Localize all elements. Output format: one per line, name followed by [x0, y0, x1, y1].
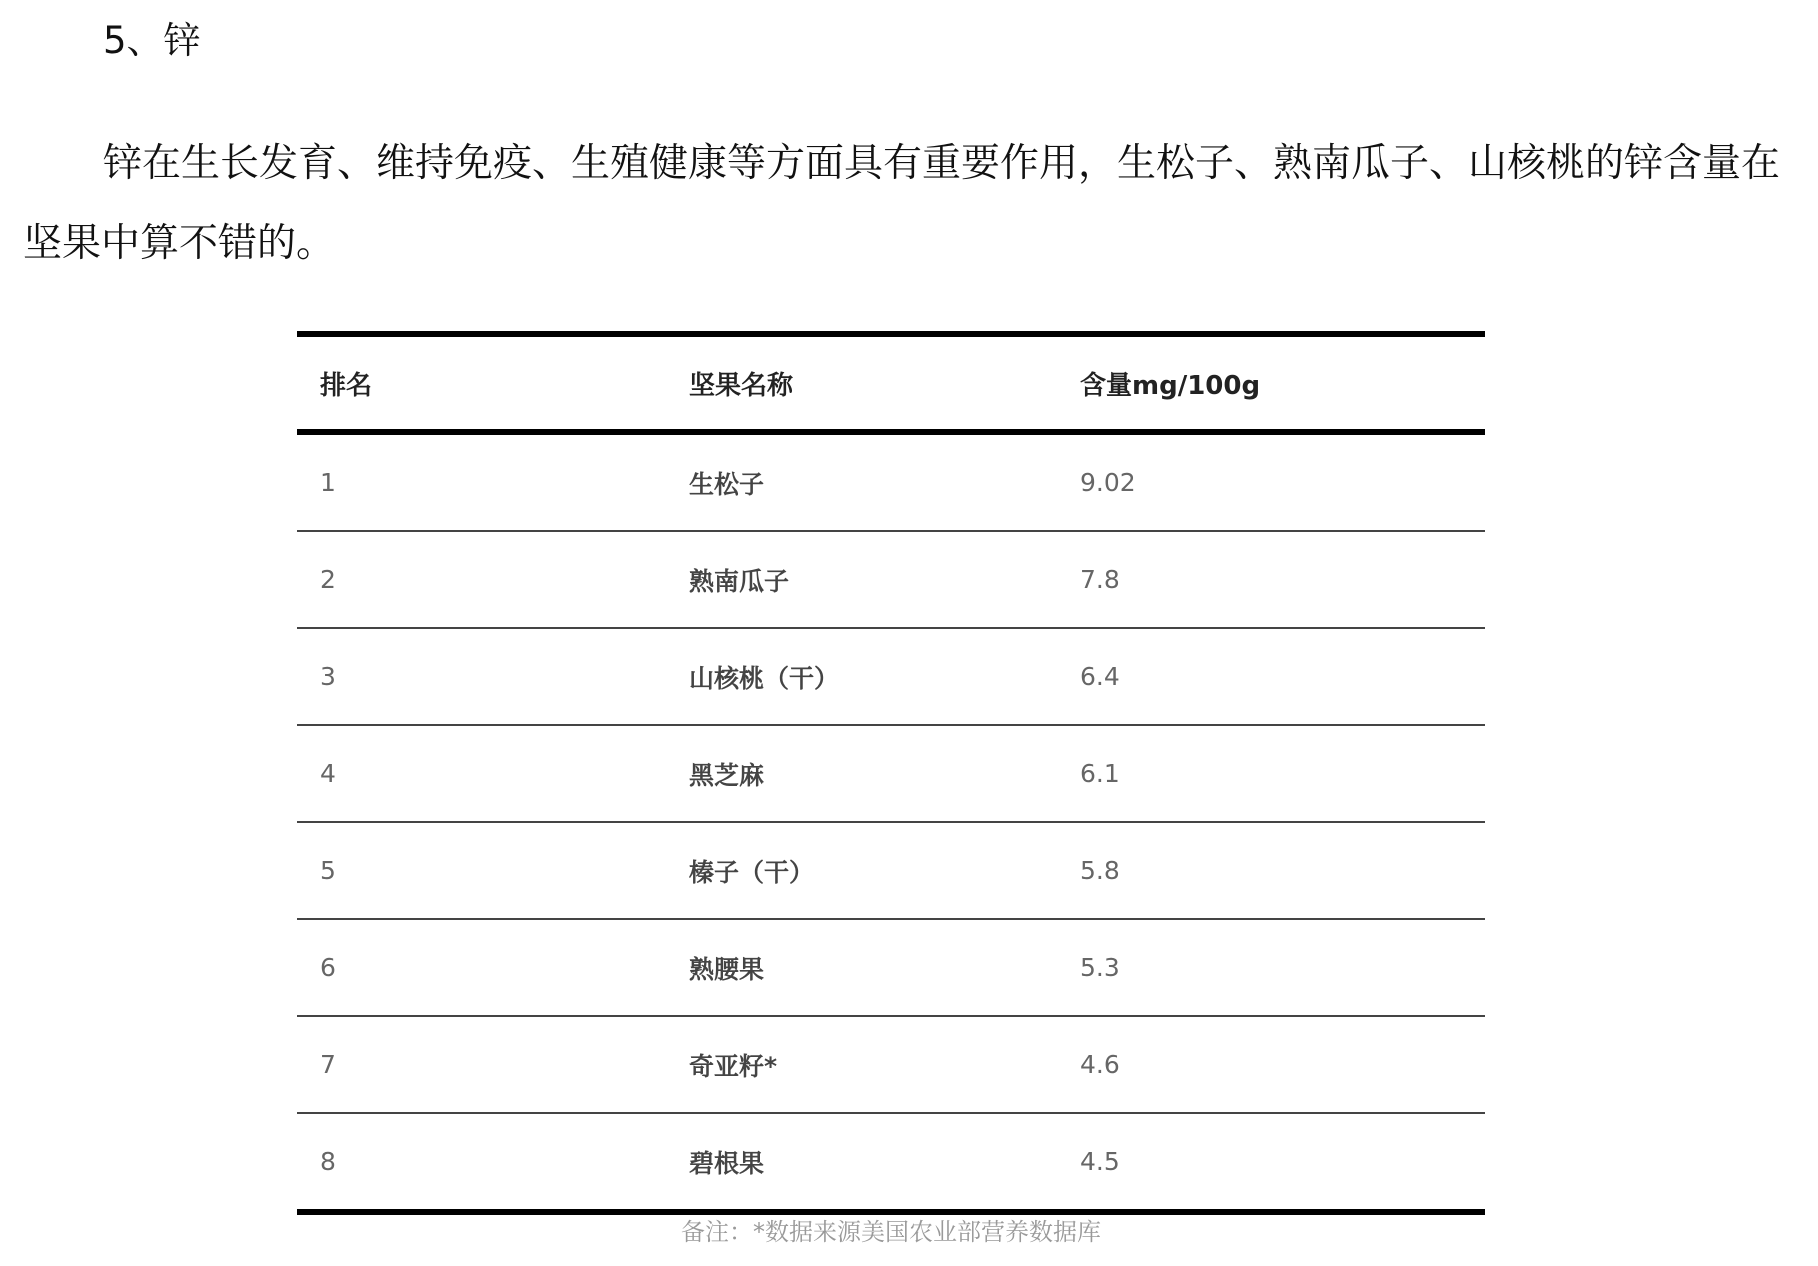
content-cell: 4.5: [1080, 1147, 1120, 1176]
section-heading: 5、锌: [103, 19, 201, 62]
rank-cell: 1: [320, 468, 336, 497]
name-cell: 熟腰果: [689, 954, 765, 984]
table-row: [297, 823, 1485, 920]
rank-cell: 2: [320, 565, 336, 594]
name-cell: 山核桃（干）: [689, 663, 840, 693]
name-cell: 榛子（干）: [689, 857, 815, 887]
content-cell: 6.1: [1080, 759, 1120, 788]
table-row: [297, 1114, 1485, 1209]
header-rank: 排名: [320, 370, 373, 401]
footnote: 备注：*数据来源美国农业部营养数据库: [681, 1218, 1101, 1246]
name-cell: 奇亚籽*: [689, 1051, 778, 1081]
rank-cell: 7: [320, 1050, 336, 1079]
name-cell: 生松子: [689, 469, 765, 499]
table-row: [297, 920, 1485, 1017]
table-header: [297, 337, 1485, 429]
paragraph: 锌在生长发育、维持免疫、生殖健康等方面具有重要作用，生松子、熟南瓜子、山核桃的锌含量在坚果中算不错的。: [23, 141, 1781, 266]
name-cell: 碧根果: [689, 1148, 765, 1178]
rank-cell: 4: [320, 759, 336, 788]
table-row: [297, 532, 1485, 629]
header-content: 含量mg/100g: [1080, 370, 1261, 401]
table-row: [297, 726, 1485, 823]
rank-cell: 3: [320, 662, 336, 691]
content-cell: 5.3: [1080, 953, 1120, 982]
rank-cell: 6: [320, 953, 336, 982]
rank-cell: 5: [320, 856, 336, 885]
content-cell: 5.8: [1080, 856, 1120, 885]
rank-cell: 8: [320, 1147, 336, 1176]
content-cell: 6.4: [1080, 662, 1120, 691]
table-row: [297, 435, 1485, 532]
table-row: [297, 1017, 1485, 1114]
header-name: 坚果名称: [689, 370, 794, 401]
name-cell: 黑芝麻: [689, 760, 765, 790]
table-row: [297, 629, 1485, 726]
zinc-table: [297, 331, 1485, 1215]
content-cell: 4.6: [1080, 1050, 1120, 1079]
content-cell: 7.8: [1080, 565, 1120, 594]
name-cell: 熟南瓜子: [689, 566, 790, 596]
content-cell: 9.02: [1080, 468, 1136, 497]
